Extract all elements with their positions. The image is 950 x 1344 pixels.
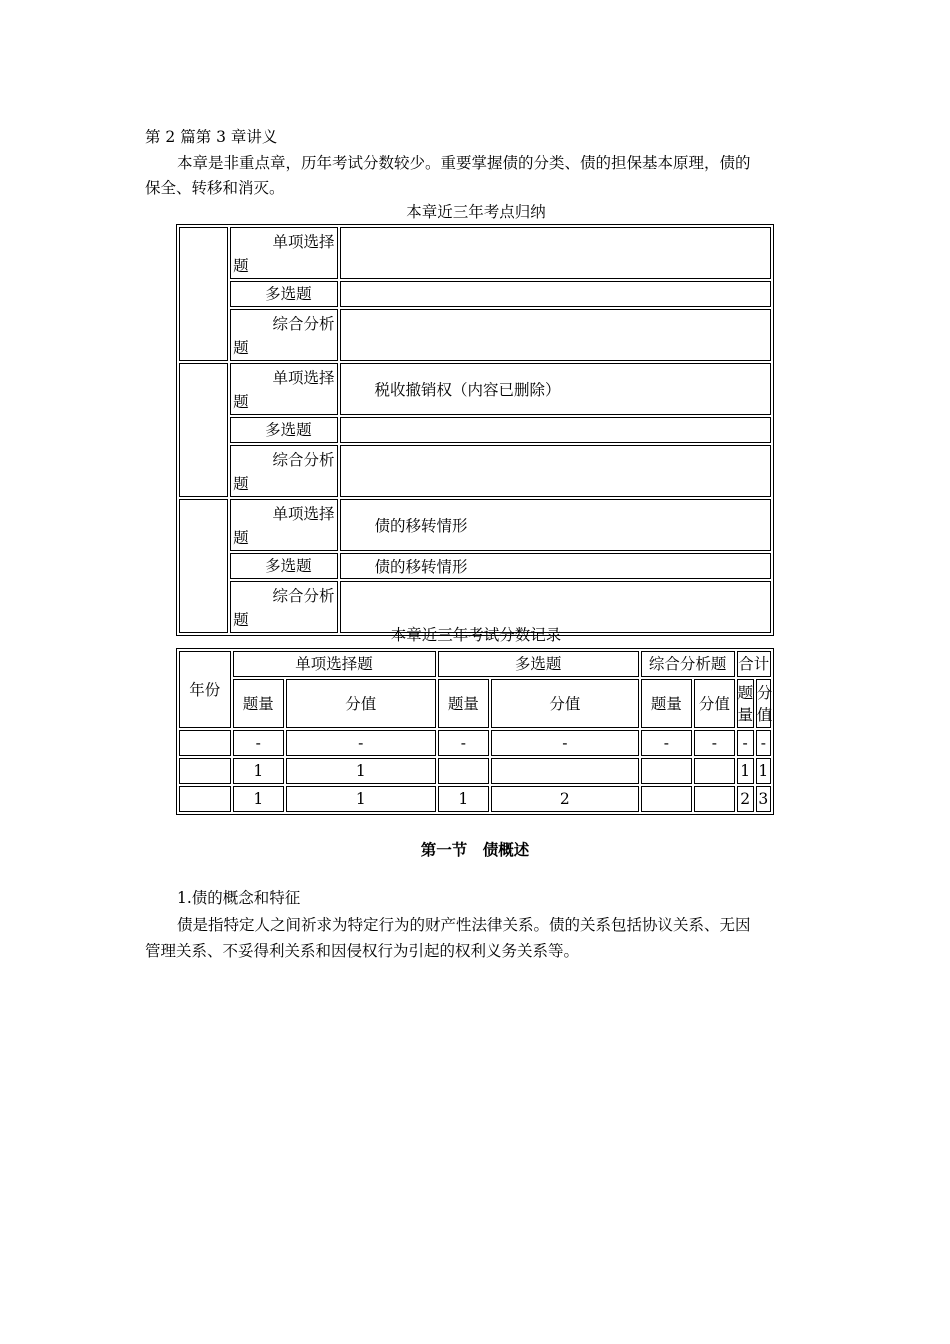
table-cell: 1 (737, 758, 754, 784)
table-cell: - (233, 730, 285, 756)
section-paragraph-line-2: 管理关系、不妥得利关系和因侵权行为引起的权利义务关系等。 (145, 942, 580, 960)
table-subheader-row (179, 679, 771, 728)
table-row (179, 363, 771, 415)
table-cell: - (438, 730, 490, 756)
exam-point-cell (340, 309, 771, 361)
table2-caption: 本章近三年考试分数记录 (390, 626, 562, 644)
analysis-count-header: 题量 (641, 679, 693, 728)
table-cell: - (756, 730, 771, 756)
multi-count-header: 题量 (438, 679, 490, 728)
table-cell (641, 758, 693, 784)
year-cell (179, 363, 228, 497)
subsection-title: 1.债的概念和特征 (177, 889, 301, 907)
analysis-header: 综合分析题 (641, 651, 735, 677)
question-type-cell: 综合分析 题 (230, 581, 337, 633)
table-cell: 1 (286, 786, 436, 812)
exam-point-cell: 债的移转情形 (340, 553, 771, 579)
multi-score-header: 分值 (491, 679, 639, 728)
total-count-header: 题 量 (737, 679, 754, 728)
year-header: 年份 (179, 651, 231, 728)
single-count-header: 题量 (233, 679, 285, 728)
exam-point-cell (340, 445, 771, 497)
table-row (179, 417, 771, 443)
table-cell (694, 786, 734, 812)
question-type-cell: 单项选择 题 (230, 363, 337, 415)
question-type-cell: 多选题 (230, 417, 337, 443)
table-cell: 1 (756, 758, 771, 784)
total-header: 合计 (737, 651, 771, 677)
table-cell: 1 (233, 758, 285, 784)
table-cell: 1 (286, 758, 436, 784)
table-cell: - (491, 730, 639, 756)
table-cell (179, 730, 231, 756)
table-row (179, 758, 771, 784)
question-type-cell: 单项选择 题 (230, 227, 337, 279)
table1-caption: 本章近三年考点归纳 (406, 203, 546, 221)
table-row (179, 445, 771, 497)
year-cell (179, 499, 228, 633)
year-cell (179, 227, 228, 361)
intro-line-1: 本章是非重点章，历年考试分数较少。重要掌握债的分类、债的担保基本原理，债的 (177, 154, 751, 172)
table-row (179, 730, 771, 756)
table-cell: - (641, 730, 693, 756)
table-cell: 1 (438, 786, 490, 812)
score-record-table (176, 648, 774, 815)
table-cell: 1 (233, 786, 285, 812)
table-row (179, 309, 771, 361)
table-row (179, 281, 771, 307)
question-type-cell: 综合分析 题 (230, 445, 337, 497)
table-cell (179, 786, 231, 812)
lecture-title: 第 2 篇第 3 章讲义 (145, 128, 278, 146)
section-heading: 第一节 债概述 (420, 840, 530, 859)
table-row (179, 227, 771, 279)
table-cell: 2 (737, 786, 754, 812)
table-cell (641, 786, 693, 812)
total-score-header: 分 值 (756, 679, 771, 728)
table-cell: 2 (491, 786, 639, 812)
analysis-score-header: 分值 (694, 679, 734, 728)
question-type-cell: 单项选择 题 (230, 499, 337, 551)
single-choice-header: 单项选择题 (233, 651, 436, 677)
table-cell (438, 758, 490, 784)
exam-points-table (176, 224, 774, 636)
single-score-header: 分值 (286, 679, 436, 728)
table-cell (179, 758, 231, 784)
table-row (179, 786, 771, 812)
table-cell (694, 758, 734, 784)
question-type-cell: 综合分析 题 (230, 309, 337, 361)
exam-point-cell: 税收撤销权（内容已删除） (340, 363, 771, 415)
exam-point-cell: 债的移转情形 (340, 499, 771, 551)
multi-choice-header: 多选题 (438, 651, 639, 677)
table-cell: - (286, 730, 436, 756)
table-row (179, 553, 771, 579)
exam-point-cell (340, 227, 771, 279)
question-type-cell: 多选题 (230, 553, 337, 579)
section-paragraph-line-1: 债是指特定人之间祈求为特定行为的财产性法律关系。债的关系包括协议关系、无因 (177, 916, 751, 934)
table-cell: - (694, 730, 734, 756)
table-row (179, 499, 771, 551)
table-cell: - (737, 730, 754, 756)
table-cell: 3 (756, 786, 771, 812)
exam-point-cell (340, 281, 771, 307)
intro-line-2: 保全、转移和消灭。 (145, 179, 285, 197)
table-header-row (179, 651, 771, 677)
question-type-cell: 多选题 (230, 281, 337, 307)
exam-point-cell (340, 417, 771, 443)
table-cell (491, 758, 639, 784)
